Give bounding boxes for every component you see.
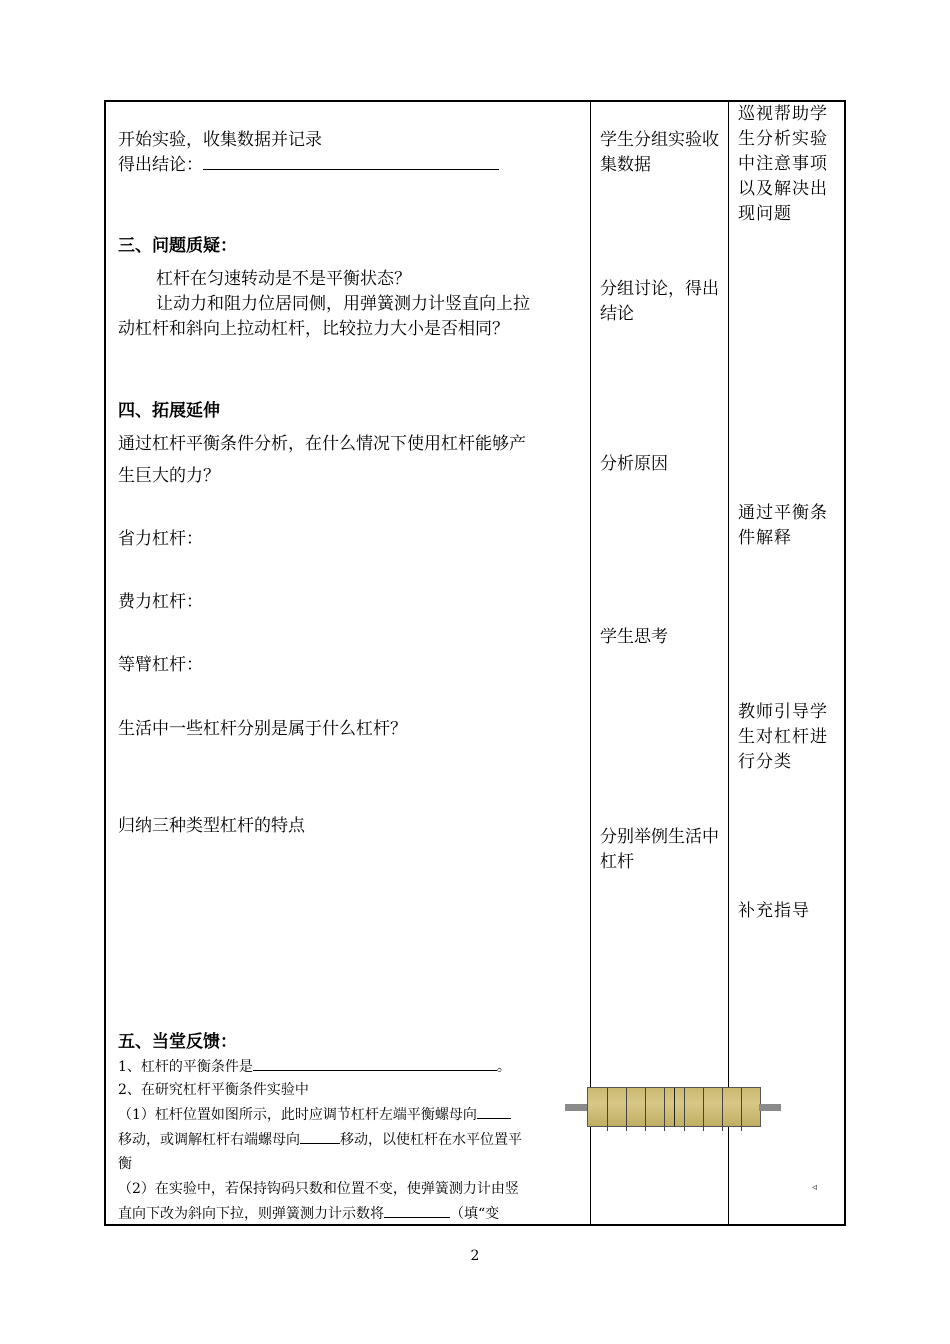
life-lever-question: 生活中一些杠杆分别是属于什么杠杆？: [118, 719, 407, 739]
column-divider-1: [590, 102, 591, 1224]
summary-line: 归纳三种类型杠杆的特点: [118, 816, 305, 836]
q2-1-blank-a[interactable]: [477, 1106, 511, 1119]
feedback-q2-2a: （2）在实验中，若保持钩码只数和位置不变，使弹簧测力计由竖: [118, 1181, 519, 1197]
q2-1-text: （1）杠杆位置如图所示，此时应调节杠杆左端平衡螺母向: [118, 1107, 477, 1123]
student-activity-2: 分组讨论，得出结论: [600, 279, 719, 324]
teacher-activity-2: 通过平衡条件解释: [738, 503, 828, 548]
teacher-activity-3: 教师引导学生对杠杆进行分类: [738, 702, 828, 772]
teacher-activity-4: 补充指导: [738, 901, 810, 921]
q2-2-text-c: （填“变: [450, 1206, 500, 1222]
conclusion-label: 得出结论：: [118, 155, 203, 175]
feedback-q1: [118, 1056, 511, 1078]
lever-type-2: 费力杠杆：: [118, 592, 203, 612]
student-activity-1: 学生分组实验收集数据: [600, 130, 719, 175]
section3-para2a: 让动力和阻力位居同侧，用弹簧测力计竖直向上拉: [156, 294, 530, 314]
page-number: 2: [470, 1248, 480, 1264]
conclusion-blank[interactable]: [203, 155, 499, 170]
q1-end: 。: [496, 1059, 511, 1075]
conclusion-line: [118, 153, 499, 177]
student-activity-5: 分别举例生活中杠杆: [600, 827, 719, 872]
q2-2-blank[interactable]: [384, 1205, 450, 1218]
lever-board: [587, 1087, 761, 1127]
student-activity-4: 学生思考: [600, 627, 668, 647]
feedback-q2-2b: [118, 1203, 499, 1225]
small-triangle-icon: ◃: [812, 1182, 818, 1193]
q2-1-blank-b[interactable]: [300, 1131, 340, 1144]
section4-para1a: 通过杠杆平衡条件分析，在什么情况下使用杠杆能够产: [118, 434, 526, 454]
q1-blank[interactable]: [253, 1058, 497, 1071]
teacher-activity-1: 巡视帮助学生分析实验中注意事项以及解决出现问题: [738, 104, 828, 224]
lever-figure: [565, 1087, 781, 1131]
column-divider-2: [728, 102, 729, 1224]
section4-para1b: 生巨大的力？: [118, 466, 220, 486]
student-activity-3: 分析原因: [600, 454, 668, 474]
section5-title: 五、当堂反馈：: [118, 1032, 237, 1052]
lever-rod-right: [759, 1104, 781, 1111]
section3-para2b: 动杠杆和斜向上拉动杠杆，比较拉力大小是否相同？: [118, 319, 509, 339]
q2-1-text-c: 移动，以使杠杆在水平位置平: [340, 1132, 522, 1148]
feedback-q2-1d: 衡: [118, 1156, 132, 1172]
q2-1-text-b: 移动，或调解杠杆右端螺母向: [118, 1132, 300, 1148]
lever-rod-left: [565, 1104, 587, 1111]
lever-type-1: 省力杠杆：: [118, 529, 203, 549]
lesson-table: [104, 100, 846, 1226]
q2-2-text-b: 直向下改为斜向下拉，则弹簧测力计示数将: [118, 1206, 384, 1222]
section3-title: 三、问题质疑：: [118, 236, 237, 256]
feedback-q2-1b: [118, 1129, 522, 1151]
section3-para1: 杠杆在匀速转动是不是平衡状态？: [156, 269, 411, 289]
section4-title: 四、拓展延伸: [118, 401, 220, 421]
feedback-q2: 2、在研究杠杆平衡条件实验中: [118, 1082, 309, 1098]
experiment-line: 开始实验，收集数据并记录: [118, 130, 322, 150]
lever-type-3: 等臂杠杆：: [118, 655, 203, 675]
q1-text: 1、杠杆的平衡条件是: [118, 1059, 253, 1075]
feedback-q2-1a: [118, 1104, 511, 1126]
